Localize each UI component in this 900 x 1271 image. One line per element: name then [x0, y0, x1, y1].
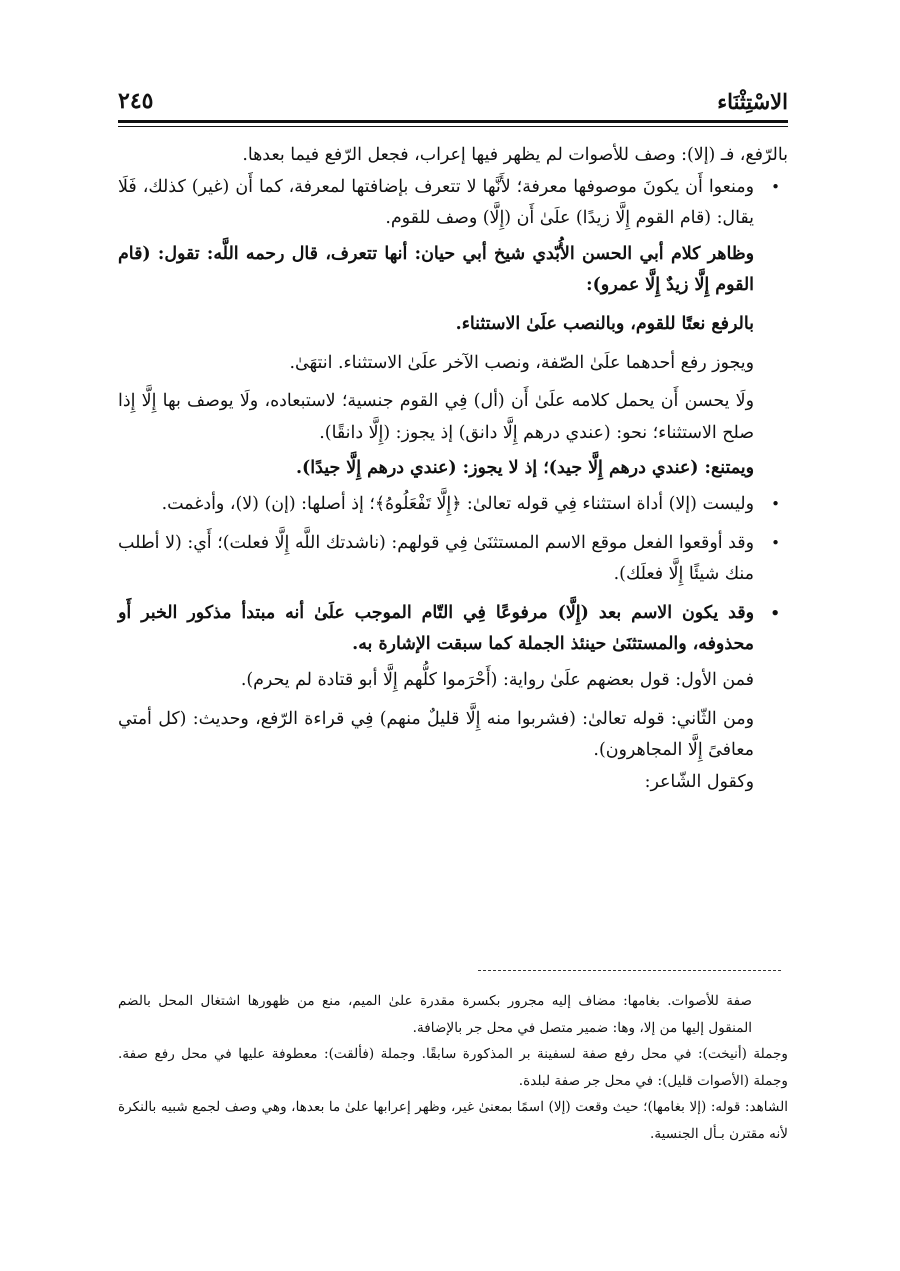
paragraph-prohibition: ويمتنع: (عندي درهم إِلَّا جيد)؛ إذ لا يجوز: (عندي درهم إِلَّا جيدًا).: [295, 458, 754, 479]
paragraph-poet-intro: وكقول الشّاعر:: [644, 771, 754, 792]
footnote-paragraph: صفة للأصوات. بغامها: مضاف إليه مجرور بكسرة مقدرة علىٰ الميم، منع من ظهورها اشتغال المحل بالضم المنقول إليها من إلا، وها: ضمير متصل في محل جر بالإضافة.: [118, 993, 752, 1036]
footnotes: [118, 988, 788, 1147]
header-rule-thin: [118, 126, 788, 127]
paragraph-quote-end: ويجوز رفع أحدهما علَىٰ الصّفة، ونصب الآخر علَىٰ الاستثناء. انتهَىٰ.: [289, 352, 754, 373]
paragraph-abdi-quote: وظاهر كلام أبي الحسن الأُبّدي شيخ أبي حيان: أنها تتعرف، قال رحمه اللَّه: تقول: (قام القوم إِلَّا زيدٌ إِلَّا عمرو):: [118, 243, 754, 296]
bullet-paragraph: • وليست (إلا) أداة استثناء فِي قوله تعالىٰ: ﴿إِلَّا تَفْعَلُوهُ﴾؛ إذ أصلها: (إن) (لا)، وأدغمت.: [118, 489, 788, 521]
paragraph-example-first: فمن الأول: قول بعضهم علَىٰ رواية: (أَحْرَموا كلُّهم إِلَّا أبو قتادة لم يحرم).: [240, 669, 754, 690]
page-header: [118, 84, 788, 114]
paragraph-continuation: بالرّفع، فـ (إلا): وصف للأصوات لم يظهر فيها إعراب، فجعل الرّفع فيما بعدها.: [242, 145, 788, 165]
page-number: ٢٤٥: [118, 88, 154, 114]
footnote-separator: [478, 970, 781, 971]
bullet-paragraph-bold: • وقد يكون الاسم بعد (إِلَّا) مرفوعًا فِي التّام الموجب علَىٰ أنه مبتدأ مذكور الخبر أَو محذوفه، والمستثنَىٰ حينئذ الجملة كما سبقت الإشارة به.: [118, 598, 788, 661]
paragraph-example-second: ومن الثّاني: قوله تعالىٰ: (فشربوا منه إِلَّا قليلٌ منهم) فِي قراءة الرّفع، وحديث: (كل أمتي معافىً إِلَّا المجاهرون).: [118, 708, 754, 761]
chapter-title: الاسْتِثْنَاء: [717, 89, 788, 114]
paragraph-comment: ولَا يحسن أَن يحمل كلامه علَىٰ أَن (أل) فِي القوم جنسية؛ لاستبعاده، ولَا يوصف بها إِلَّا إِذا صلح الاستثناء؛ نحو: (عندي درهم إِلَّا دانق) إذ يجوز: (إِلَّا دانقًا).: [118, 391, 754, 443]
bullet-paragraph: • وقد أوقعوا الفعل موقع الاسم المستثنَىٰ فِي قولهم: (ناشدتك اللَّه إِلَّا فعلت)؛ أَي: (لا أطلب منك شيئًا إِلَّا فعلَك).: [118, 528, 788, 591]
bullet-paragraph: • ومنعوا أَن يكونَ موصوفها معرفة؛ لأَنَّها لا تتعرف بإضافتها لمعرفة، كما أَن (غير) كذلك، فَلَا يقال: (قام القوم إِلَّا زيدًا) علَىٰ أَن (إِلَّا) وصف للقوم.: [118, 172, 788, 235]
paragraph-quote-ruling: بالرفع نعتًا للقوم، وبالنصب علَىٰ الاستثناء.: [455, 313, 754, 334]
footnote-paragraph: الشاهد: قوله: (إلا بغامها)؛ حيث وقعت (إلا) اسمًا بمعنىٰ غير، وظهر إعرابها علىٰ ما بعدها، وهي وصف لجمع شبيه بالنكرة لأنه مقترن بـأل الجنسية.: [118, 1099, 788, 1142]
main-text: [118, 140, 788, 798]
header-rule-thick: [118, 120, 788, 123]
footnote-paragraph: وجملة (أنيخت): في محل رفع صفة لسفينة بر المذكورة سابقًا. وجملة (فألقت): معطوفة عليها في محل رفع صفة. وجملة (الأصوات قليل): في محل جر صفة لبلدة.: [118, 1046, 788, 1089]
